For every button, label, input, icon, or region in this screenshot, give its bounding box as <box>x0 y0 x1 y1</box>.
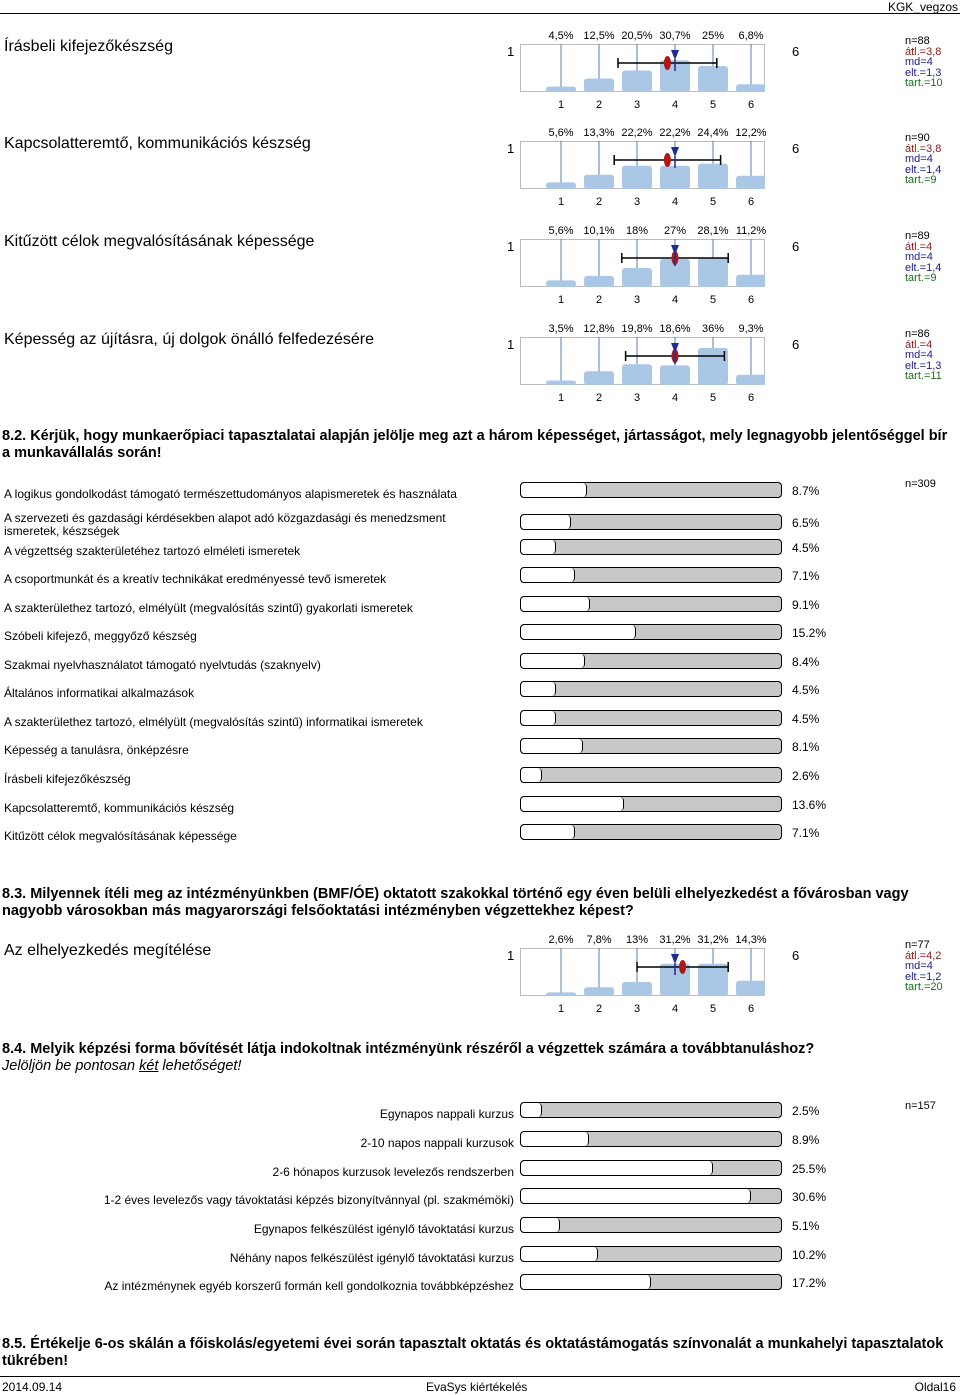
answer-option-bar <box>520 710 782 726</box>
answer-option-fill <box>521 515 571 529</box>
answer-option-percent: 10.2% <box>792 1248 827 1262</box>
document-code: KGK_vegzos <box>887 0 958 14</box>
stat-median: md=4 <box>905 251 933 264</box>
footer-date: 2014.09.14 <box>2 1380 63 1394</box>
answer-option-percent: 8.7% <box>792 484 820 498</box>
answer-option-row <box>0 1217 900 1243</box>
percent-labels <box>543 30 763 44</box>
distribution-bar <box>622 364 652 385</box>
scale-number: 5 <box>709 294 717 306</box>
scale-numbers <box>543 99 763 113</box>
answer-option-label: 2-6 hónapos kurzusok levelezős rendszerben <box>272 1165 514 1179</box>
mean-marker <box>679 960 686 974</box>
scale-numbers <box>543 1003 763 1017</box>
percent-label: 30,7% <box>659 30 691 42</box>
answer-option-label: A végzettség szakterületéhez tartozó elméleti ismeretek <box>4 544 301 558</box>
scale-row-label: Kapcsolatteremtő, kommunikációs készség <box>4 135 311 152</box>
scale-number: 6 <box>747 99 755 111</box>
scale-row-label: Képesség az újításra, új dolgok önálló felfedezésére <box>4 331 375 348</box>
scale-number: 2 <box>595 196 603 208</box>
answer-option-fill <box>521 1275 651 1289</box>
percent-label: 18% <box>625 225 649 237</box>
scale-low-anchor: 1 <box>507 44 515 59</box>
mean-marker <box>664 153 671 167</box>
footer-title: EvaSys kiértékelés <box>426 1380 528 1394</box>
answer-option-row <box>0 738 900 764</box>
answer-option-row <box>0 482 900 508</box>
section-8-4-title <box>2 1041 957 1075</box>
scale-number: 5 <box>709 99 717 111</box>
scale-number: 2 <box>595 99 603 111</box>
scale-number: 4 <box>671 294 679 306</box>
percent-label: 12,2% <box>735 127 767 139</box>
stat-abstain: tart.=11 <box>905 370 942 383</box>
section-8-2-title: 8.2. Kérjük, hogy munkaerőpiaci tapasztalatai alapján jelölje meg azt a három képességet, jártasságot, mely legnagyobb jelentőséggel bír a munkavállalás során! <box>2 428 948 461</box>
scale-number: 1 <box>557 1003 565 1015</box>
answer-option-bar <box>520 596 782 612</box>
answer-option-label: A szervezeti és gazdasági kérdésekben alapot adó közgazdasági és menedzsment ismeretek, készségek <box>4 511 446 538</box>
percent-label: 13,3% <box>583 127 615 139</box>
percent-label: 6,8% <box>738 30 764 42</box>
scale-high-anchor: 6 <box>792 948 800 963</box>
scale-row <box>0 934 960 1032</box>
distribution-chart <box>520 948 765 996</box>
distribution-bar <box>622 268 652 287</box>
median-marker <box>671 343 679 353</box>
scale-row-stats <box>905 36 943 89</box>
scale-numbers <box>543 392 763 406</box>
distribution-bar <box>660 166 690 189</box>
scale-number: 5 <box>709 1003 717 1015</box>
scale-high-anchor: 6 <box>792 239 800 254</box>
section-8-4-instruction <box>2 1058 241 1074</box>
answer-option-row <box>0 1131 900 1157</box>
answer-option-label: Írásbeli kifejezőkészség <box>4 772 131 786</box>
scale-low-anchor: 1 <box>507 239 515 254</box>
stat-n: n=88 <box>905 35 930 47</box>
percent-label: 27% <box>663 225 687 237</box>
answer-option-fill <box>521 739 583 753</box>
answer-option-bar <box>520 653 782 669</box>
median-marker <box>671 50 679 60</box>
answer-option-bar <box>520 1188 782 1204</box>
answer-option-percent: 9.1% <box>792 598 820 612</box>
answer-option-fill <box>521 1161 713 1175</box>
answer-option-bar <box>520 539 782 555</box>
stat-n: n=90 <box>905 132 930 144</box>
percent-label: 31,2% <box>659 934 691 946</box>
scale-row-label: Az elhelyezkedés megítélése <box>4 942 212 959</box>
answer-option-label: Kapcsolatteremtő, kommunikációs készség <box>4 801 235 815</box>
percent-label: 31,2% <box>697 934 729 946</box>
percent-label: 19,8% <box>621 323 653 335</box>
stat-mean: átl.=3,8 <box>905 142 942 155</box>
stat-abstain: tart.=20 <box>905 981 943 994</box>
percent-label: 20,5% <box>621 30 653 42</box>
footer-divider <box>0 1376 960 1377</box>
answer-option-fill <box>521 540 556 554</box>
stat-abstain: tart.=9 <box>905 174 937 187</box>
percent-labels <box>543 225 767 239</box>
answer-option-label: A szakterülethez tartozó, elmélyült (megvalósítás szintű) gyakorlati ismeretek <box>4 601 413 615</box>
answer-option-percent: 2.5% <box>792 1104 820 1118</box>
answer-option-fill <box>521 1103 542 1117</box>
answer-option-row <box>0 767 900 793</box>
scale-row <box>0 30 960 128</box>
percent-label: 4,5% <box>548 30 574 42</box>
scale-number: 2 <box>595 1003 603 1015</box>
distribution-bar <box>546 992 576 996</box>
answer-option-percent: 8.9% <box>792 1133 820 1147</box>
answer-option-percent: 8.1% <box>792 740 820 754</box>
scale-number: 6 <box>747 1003 755 1015</box>
percent-labels <box>543 934 767 948</box>
footer-page: Oldal16 <box>914 1380 956 1394</box>
distribution-bar <box>584 276 614 287</box>
answer-option-row <box>0 653 900 679</box>
distribution-bar <box>736 275 765 287</box>
answer-option-row <box>0 824 900 850</box>
answer-option-percent: 15.2% <box>792 626 827 640</box>
mean-marker <box>664 56 671 70</box>
distribution-bar <box>546 280 576 287</box>
answer-option-fill <box>521 597 590 611</box>
answer-option-label: Egynapos nappali kurzus <box>379 1107 514 1121</box>
distribution-bar <box>584 371 614 385</box>
percent-label: 5,6% <box>548 127 574 139</box>
distribution-bar <box>584 175 614 189</box>
scale-row-stats <box>905 329 942 382</box>
distribution-bar <box>736 176 765 189</box>
scale-number: 1 <box>557 294 565 306</box>
answer-option-percent: 2.6% <box>792 769 820 783</box>
answer-option-fill <box>521 1218 560 1232</box>
answer-option-percent: 13.6% <box>792 798 827 812</box>
answer-option-label: Képesség a tanulásra, önképzésre <box>4 743 189 757</box>
answer-option-fill <box>521 654 585 668</box>
answer-option-fill <box>521 625 636 639</box>
answer-option-bar <box>520 824 782 840</box>
scale-high-anchor: 6 <box>792 44 800 59</box>
scale-number: 1 <box>557 392 565 404</box>
percent-label: 9,3% <box>738 323 764 335</box>
percent-label: 22,2% <box>659 127 691 139</box>
scale-number: 3 <box>633 99 641 111</box>
percent-label: 22,2% <box>621 127 653 139</box>
scale-number: 2 <box>595 294 603 306</box>
answer-option-percent: 30.6% <box>792 1190 827 1204</box>
scale-numbers <box>543 294 763 308</box>
scale-row-label: Kitűzött célok megvalósításának képessége <box>4 233 315 250</box>
answer-option-fill <box>521 1132 589 1146</box>
answer-option-bar <box>520 1160 782 1176</box>
answer-option-bar <box>520 681 782 697</box>
answer-option-percent: 4.5% <box>792 712 820 726</box>
scale-low-anchor: 1 <box>507 337 515 352</box>
answer-option-fill <box>521 797 624 811</box>
scale-row-stats <box>905 940 943 993</box>
distribution-bar <box>546 182 576 189</box>
scale-number: 6 <box>747 196 755 208</box>
answer-option-label: Az intézménynek egyéb korszerű formán kell gondolkoznia továbbképzéshez <box>104 1279 514 1293</box>
answer-option-bar <box>520 514 782 530</box>
percent-label: 18,6% <box>659 323 691 335</box>
stat-median: md=4 <box>905 349 933 362</box>
distribution-bar <box>736 981 765 996</box>
scale-number: 1 <box>557 99 565 111</box>
percent-label: 25% <box>701 30 725 42</box>
percent-label: 11,2% <box>735 225 767 237</box>
stat-median: md=4 <box>905 56 933 69</box>
answer-option-label: Szakmai nyelvhasználatot támogató nyelvtudás (szaknyelv) <box>4 658 321 672</box>
section-8-5-title: 8.5. Értékelje 6-os skálán a főiskolás/egyetemi évei során tapasztalt oktatás és oktatástámogatás színvonalát a munkahelyi tapasztalatok tükrében! <box>2 1336 944 1369</box>
distribution-bar <box>622 71 652 93</box>
answer-option-fill <box>521 1247 598 1261</box>
scale-row <box>0 323 960 421</box>
distribution-bar <box>698 348 728 385</box>
scale-number: 5 <box>709 196 717 208</box>
answer-option-bar <box>520 1102 782 1118</box>
answer-option-percent: 7.1% <box>792 569 820 583</box>
distribution-bar <box>698 66 728 92</box>
distribution-bar <box>546 381 576 386</box>
scale-number: 5 <box>709 392 717 404</box>
scale-number: 3 <box>633 392 641 404</box>
stat-abstain: tart.=9 <box>905 272 937 285</box>
answer-option-row <box>0 1160 900 1186</box>
percent-label: 7,8% <box>586 934 612 946</box>
scale-number: 3 <box>633 1003 641 1015</box>
answer-option-row <box>0 567 900 593</box>
stat-mean: átl.=3,8 <box>905 45 942 58</box>
scale-number: 3 <box>633 294 641 306</box>
answer-option-label: Általános informatikai alkalmazások <box>4 686 195 700</box>
percent-label: 24,4% <box>697 127 729 139</box>
scale-number: 4 <box>671 1003 679 1015</box>
distribution-chart <box>520 239 765 287</box>
answer-option-percent: 4.5% <box>792 541 820 555</box>
instruction-text-b: lehetőséget! <box>158 1058 242 1074</box>
stat-deviation: elt.=1,4 <box>905 261 942 274</box>
percent-labels <box>543 127 767 141</box>
scale-row <box>0 127 960 225</box>
answer-option-label: 2-10 napos nappali kurzusok <box>360 1136 514 1150</box>
section-8-4-n: n=157 <box>905 1100 936 1112</box>
scale-number: 2 <box>595 392 603 404</box>
answer-option-row <box>0 539 900 565</box>
answer-option-bar <box>520 1246 782 1262</box>
percent-labels <box>543 323 763 337</box>
answer-option-label: Kitűzött célok megvalósításának képessége <box>4 829 237 843</box>
answer-option-fill <box>521 711 556 725</box>
scale-row <box>0 225 960 323</box>
section-8-4-question: 8.4. Melyik képzési forma bővítését látja indokoltnak intézményünk részéről a végzettek számára a továbbtanuláshoz? <box>2 1041 815 1057</box>
answer-option-fill <box>521 825 575 839</box>
answer-option-label: A logikus gondolkodást támogató természettudományos alapismeretek és használata <box>4 487 457 501</box>
answer-option-row <box>0 1188 900 1214</box>
answer-option-fill <box>521 768 542 782</box>
percent-label: 12,5% <box>583 30 615 42</box>
median-marker <box>671 245 679 255</box>
answer-option-fill <box>521 1189 751 1203</box>
answer-option-row <box>0 512 900 538</box>
answer-option-fill <box>521 682 556 696</box>
scale-row-stats <box>905 133 941 186</box>
scale-high-anchor: 6 <box>792 337 800 352</box>
header-divider <box>0 13 960 14</box>
scale-row-label: Írásbeli kifejezőkészség <box>4 38 173 55</box>
stat-mean: átl.=4 <box>905 240 933 253</box>
stat-mean: átl.=4 <box>905 338 933 351</box>
answer-option-bar <box>520 624 782 640</box>
scale-numbers <box>543 196 763 210</box>
stat-median: md=4 <box>905 960 933 973</box>
answer-option-bar <box>520 482 782 498</box>
answer-option-row <box>0 624 900 650</box>
answer-option-label: Néhány napos felkészülést igénylő távoktatási kurzus <box>229 1251 514 1265</box>
percent-label: 5,6% <box>548 225 574 237</box>
answer-option-label: Szóbeli kifejező, meggyőző készség <box>4 629 197 643</box>
percent-label: 2,6% <box>548 934 574 946</box>
stat-deviation: elt.=1,4 <box>905 163 942 176</box>
scale-row-stats <box>905 231 941 284</box>
answer-option-label: A csoportmunkát és a kreatív technikákat eredményessé tevő ismeretek <box>4 572 387 586</box>
answer-option-bar <box>520 1131 782 1147</box>
stat-median: md=4 <box>905 153 933 166</box>
answer-option-percent: 4.5% <box>792 683 820 697</box>
percent-label: 3,5% <box>548 323 574 335</box>
scale-high-anchor: 6 <box>792 141 800 156</box>
answer-option-percent: 8.4% <box>792 655 820 669</box>
answer-option-row <box>0 1102 900 1128</box>
answer-option-fill <box>521 483 587 497</box>
distribution-bar <box>584 79 614 93</box>
percent-label: 12,8% <box>583 323 615 335</box>
stat-mean: átl.=4,2 <box>905 949 942 962</box>
scale-number: 1 <box>557 196 565 208</box>
distribution-bar <box>698 258 728 287</box>
answer-option-fill <box>521 568 575 582</box>
answer-option-row <box>0 796 900 822</box>
answer-option-label: 1-2 éves levelezős vagy távoktatási képzés bizonyítvánnyal (pl. szakmémöki) <box>103 1193 514 1207</box>
answer-option-bar <box>520 767 782 783</box>
instruction-text-a: Jelöljön be pontosan <box>2 1058 140 1074</box>
answer-option-row <box>0 1246 900 1272</box>
distribution-bar <box>622 982 652 996</box>
median-marker <box>671 954 679 964</box>
distribution-bar <box>736 375 765 385</box>
scale-number: 4 <box>671 99 679 111</box>
answer-option-row <box>0 681 900 707</box>
answer-option-percent: 25.5% <box>792 1162 827 1176</box>
distribution-bar <box>698 964 728 996</box>
answer-option-percent: 5.1% <box>792 1219 820 1233</box>
percent-label: 14,3% <box>735 934 767 946</box>
section-8-3-title: 8.3. Milyennek ítéli meg az intézményünkben (BMF/ÓE) oktatott szakokkal történő egy éven belüli elhelyezkedést a fővárosban vagy nagyobb városokban más magyarországi felsőoktatási intézményben végzettekhez képest? <box>2 886 909 919</box>
distribution-bar <box>622 166 652 189</box>
answer-option-row <box>0 1274 900 1300</box>
median-marker <box>671 147 679 157</box>
answer-option-row <box>0 710 900 736</box>
distribution-bar <box>660 365 690 385</box>
answer-option-bar <box>520 796 782 812</box>
distribution-bar <box>584 987 614 996</box>
answer-option-percent: 17.2% <box>792 1276 827 1290</box>
answer-option-bar <box>520 1274 782 1290</box>
answer-option-bar <box>520 738 782 754</box>
scale-number: 6 <box>747 392 755 404</box>
scale-number: 6 <box>747 294 755 306</box>
answer-option-label: Egynapos felkészülést igénylő távoktatási kurzus <box>253 1222 514 1236</box>
percent-label: 10,1% <box>583 225 615 237</box>
stat-deviation: elt.=1,2 <box>905 970 942 983</box>
stat-abstain: tart.=10 <box>905 77 943 90</box>
scale-low-anchor: 1 <box>507 948 515 963</box>
answer-option-percent: 7.1% <box>792 826 820 840</box>
section-8-2-n: n=309 <box>905 478 936 490</box>
distribution-bar <box>736 84 765 92</box>
stat-deviation: elt.=1,3 <box>905 359 942 372</box>
stat-n: n=77 <box>905 939 930 951</box>
distribution-chart <box>520 141 765 189</box>
scale-number: 3 <box>633 196 641 208</box>
distribution-chart <box>520 44 765 92</box>
scale-number: 4 <box>671 196 679 208</box>
answer-option-percent: 6.5% <box>792 516 820 530</box>
stat-n: n=89 <box>905 230 930 242</box>
percent-label: 36% <box>701 323 725 335</box>
answer-option-label: A szakterülethez tartozó, elmélyült (megvalósítás szintű) informatikai ismeretek <box>4 715 423 729</box>
distribution-bar <box>546 87 576 93</box>
percent-label: 13% <box>625 934 649 946</box>
stat-n: n=86 <box>905 328 930 340</box>
answer-option-bar <box>520 1217 782 1233</box>
percent-label: 28,1% <box>697 225 729 237</box>
answer-option-row <box>0 596 900 622</box>
scale-number: 4 <box>671 392 679 404</box>
distribution-chart <box>520 337 765 385</box>
scale-low-anchor: 1 <box>507 141 515 156</box>
answer-option-bar <box>520 567 782 583</box>
stat-deviation: elt.=1,3 <box>905 66 942 79</box>
distribution-bar <box>698 164 728 189</box>
instruction-emphasis: két <box>139 1058 159 1074</box>
